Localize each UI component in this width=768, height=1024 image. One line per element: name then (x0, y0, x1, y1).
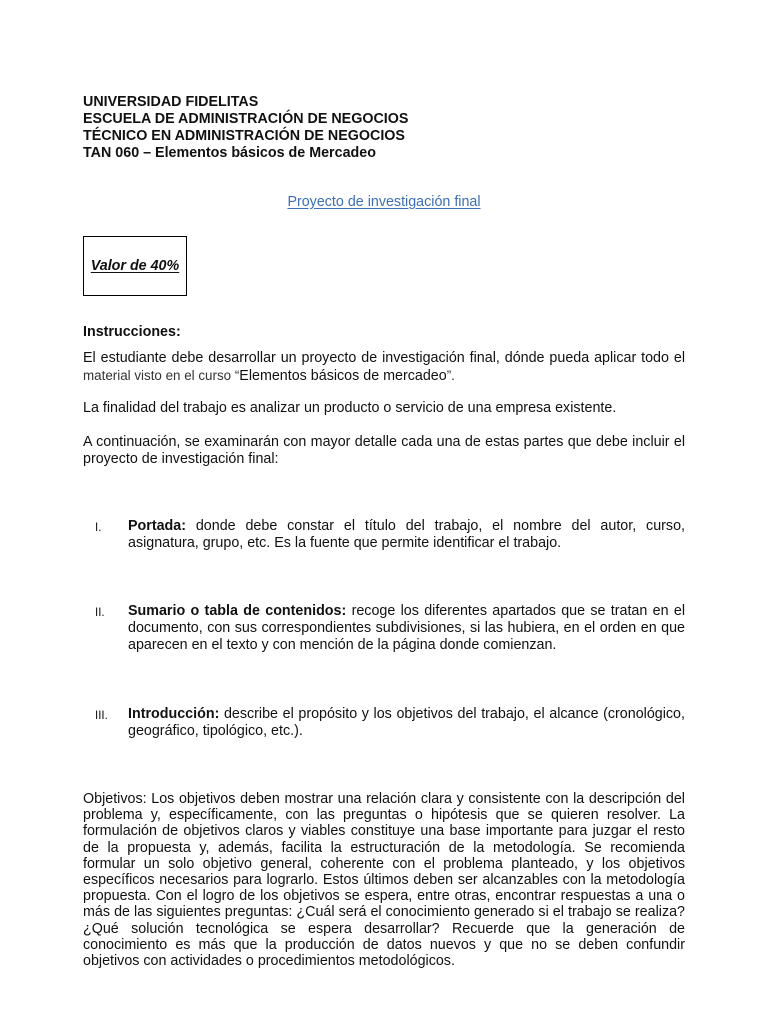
list-item-description: recoge los diferentes apartados que se tratan en el documento, con sus correspondientes subdivisiones, si las hubiera, en el orden en que aparecen en el texto y con mención de la página donde comienzan. (128, 603, 685, 653)
instructions-heading-text: Instrucciones: (83, 324, 181, 340)
list-item-term: Portada: (128, 518, 186, 534)
project-title (0, 194, 768, 211)
course-name: TAN 060 – Elementos básicos de Mercadeo (83, 145, 376, 161)
instructions-paragraph-3 (83, 434, 685, 468)
document-header (83, 94, 408, 162)
value-label: Valor de 40% (90, 258, 180, 274)
value-box (83, 236, 187, 296)
list-numeral: III. (95, 710, 108, 722)
list-item-description: donde debe constar el título del trabajo, el nombre del autor, curso, asignatura, grupo, etc. Es la fuente que permite identificar el trabajo. (128, 518, 685, 551)
para2-text: La finalidad del trabajo es analizar un producto o servicio de una empresa existente. (83, 400, 617, 416)
list-item-text (128, 706, 685, 740)
school-name: ESCUELA DE ADMINISTRACIÓN DE NEGOCIOS (83, 111, 409, 127)
list-item-term: Introducción: (128, 706, 220, 722)
objetivos-paragraph: Objetivos: Los objetivos deben mostrar una relación clara y consistente con la descripción del problema y, específicamente, con las preguntas o hipótesis que se quieren resolver. La formulación de objetivos claros y viables constituye una base importante para juzgar el resto de la propuesta y, además, facilita la estructuración de la metodología. Se recomienda formular un solo objetivo general, coherente con el problema planteado, y los objetivos específicos necesarios para lograrlo. Estos últimos deben ser alcanzables con la metodología propuesta. Con el logro de los objetivos se espera, entre otras, encontrar respuestas a una o más de las siguientes preguntas: ¿Cuál será el conocimiento generado si el trabajo se realiza? ¿Qué solución tecnológica se espera desarrollar? Recuerde que la generación de conocimiento es más que la producción de datos nuevos y que no se deben confundir objetivos con actividades o procedimientos metodológicos. (83, 791, 685, 970)
university-name: UNIVERSIDAD FIDELITAS (83, 94, 259, 110)
list-item-text (128, 603, 685, 654)
instructions-paragraph-2 (83, 400, 685, 417)
program-name: TÉCNICO EN ADMINISTRACIÓN DE NEGOCIOS (83, 128, 405, 144)
list-numeral: II. (95, 607, 105, 619)
para1-part-a: El estudiante debe desarrollar un proyecto de investigación final, dónde pueda aplicar todo el (83, 350, 685, 366)
list-item-text (128, 518, 685, 552)
para1-part-b: material visto en el curso “ (83, 368, 240, 383)
para1-course-name: Elementos básicos de mercadeo (239, 368, 447, 384)
instructions-heading (83, 324, 685, 341)
list-numeral: I. (95, 522, 102, 534)
instructions-paragraph-1 (83, 350, 685, 385)
para3-text: A continuación, se examinarán con mayor detalle cada una de estas partes que debe incluir el proyecto de investigación final: (83, 434, 685, 467)
para1-part-d: ”. (446, 368, 455, 383)
list-item-description: describe el propósito y los objetivos del trabajo, el alcance (cronológico, geográfico, tipológico, etc.). (128, 706, 685, 739)
project-title-text: Proyecto de investigación final (287, 194, 481, 210)
list-item-term: Sumario o tabla de contenidos: (128, 603, 347, 619)
